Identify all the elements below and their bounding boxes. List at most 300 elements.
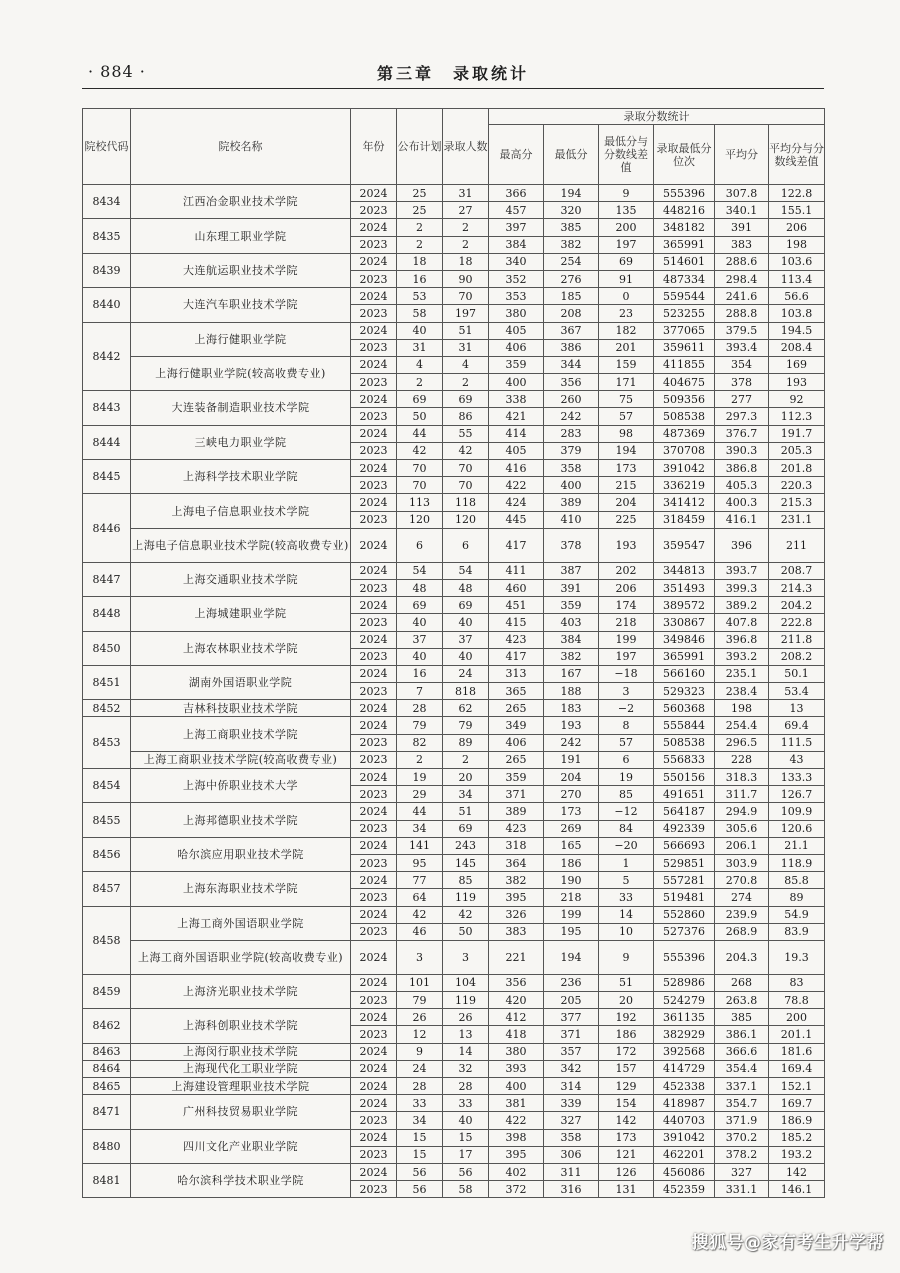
cell-avg-score: 337.1 — [715, 1078, 769, 1095]
cell-year: 2023 — [351, 408, 397, 425]
header-avg-score: 平均分 — [715, 125, 769, 185]
cell-avg-score: 307.8 — [715, 185, 769, 202]
college-name: 三峡电力职业学院 — [131, 425, 351, 459]
cell-avg-score-diff: 200 — [769, 1009, 825, 1026]
cell-plan: 120 — [397, 511, 443, 528]
table-row — [83, 906, 825, 923]
cell-min-score: 269 — [544, 820, 599, 837]
cell-avg-score-diff: 92 — [769, 391, 825, 408]
cell-avg-score: 383 — [715, 236, 769, 253]
cell-max-score: 400 — [489, 374, 544, 391]
admission-statistics-table — [82, 108, 825, 1198]
cell-min-score: 270 — [544, 786, 599, 803]
college-code: 8471 — [83, 1095, 131, 1129]
cell-plan: 40 — [397, 614, 443, 631]
cell-min-score: 371 — [544, 1026, 599, 1043]
cell-avg-score-diff: 142 — [769, 1163, 825, 1180]
cell-min-score-diff: 174 — [599, 597, 654, 614]
cell-max-score: 420 — [489, 992, 544, 1009]
cell-min-score-rank: 508538 — [654, 734, 715, 751]
cell-max-score: 352 — [489, 270, 544, 287]
cell-avg-score: 268.9 — [715, 923, 769, 940]
cell-admitted: 6 — [443, 528, 489, 562]
cell-max-score: 406 — [489, 339, 544, 356]
cell-min-score: 386 — [544, 339, 599, 356]
college-name: 吉林科技职业技术学院 — [131, 700, 351, 717]
cell-plan: 2 — [397, 219, 443, 236]
cell-min-score-rank: 411855 — [654, 356, 715, 373]
cell-year: 2023 — [351, 1112, 397, 1129]
cell-avg-score: 378.2 — [715, 1146, 769, 1163]
cell-avg-score: 254.4 — [715, 717, 769, 734]
cell-min-score-diff: 121 — [599, 1146, 654, 1163]
cell-max-score: 411 — [489, 562, 544, 579]
cell-year: 2024 — [351, 665, 397, 682]
cell-avg-score-diff: 198 — [769, 236, 825, 253]
cell-max-score: 460 — [489, 579, 544, 596]
cell-min-score: 193 — [544, 717, 599, 734]
cell-min-score-diff: 171 — [599, 374, 654, 391]
cell-year: 2024 — [351, 872, 397, 889]
table-row — [83, 1009, 825, 1026]
cell-admitted: 69 — [443, 391, 489, 408]
cell-min-score: 385 — [544, 219, 599, 236]
cell-max-score: 356 — [489, 974, 544, 991]
cell-year: 2024 — [351, 974, 397, 991]
cell-plan: 26 — [397, 1009, 443, 1026]
cell-min-score: 167 — [544, 665, 599, 682]
cell-year: 2024 — [351, 1163, 397, 1180]
cell-min-score-rank: 414729 — [654, 1060, 715, 1077]
cell-min-score-rank: 555396 — [654, 940, 715, 974]
cell-min-score-rank: 391042 — [654, 460, 715, 477]
cell-plan: 42 — [397, 442, 443, 459]
cell-min-score-diff: 75 — [599, 391, 654, 408]
cell-plan: 70 — [397, 477, 443, 494]
cell-min-score-diff: 69 — [599, 253, 654, 270]
college-code: 8451 — [83, 665, 131, 699]
cell-avg-score-diff: 146.1 — [769, 1181, 825, 1198]
table-row — [83, 288, 825, 305]
cell-avg-score: 416.1 — [715, 511, 769, 528]
cell-min-score-rank: 550156 — [654, 769, 715, 786]
cell-admitted: 2 — [443, 236, 489, 253]
college-code: 8458 — [83, 906, 131, 974]
cell-avg-score: 235.1 — [715, 665, 769, 682]
cell-max-score: 405 — [489, 442, 544, 459]
college-name: 上海邦德职业技术学院 — [131, 803, 351, 837]
college-name: 上海济光职业技术学院 — [131, 974, 351, 1008]
cell-min-score: 327 — [544, 1112, 599, 1129]
cell-min-score-rank: 365991 — [654, 648, 715, 665]
cell-plan: 3 — [397, 940, 443, 974]
college-code: 8454 — [83, 769, 131, 803]
cell-min-score: 339 — [544, 1095, 599, 1112]
cell-min-score-rank: 560368 — [654, 700, 715, 717]
cell-min-score: 204 — [544, 769, 599, 786]
cell-min-score-rank: 351493 — [654, 579, 715, 596]
cell-admitted: 2 — [443, 219, 489, 236]
cell-avg-score-diff: 169.4 — [769, 1060, 825, 1077]
cell-min-score: 242 — [544, 734, 599, 751]
cell-min-score: 314 — [544, 1078, 599, 1095]
cell-min-score-diff: −2 — [599, 700, 654, 717]
cell-plan: 44 — [397, 425, 443, 442]
cell-min-score-diff: 84 — [599, 820, 654, 837]
cell-avg-score-diff: 56.6 — [769, 288, 825, 305]
cell-avg-score: 303.9 — [715, 854, 769, 871]
cell-min-score-diff: 197 — [599, 236, 654, 253]
cell-max-score: 382 — [489, 872, 544, 889]
cell-avg-score-diff: 83.9 — [769, 923, 825, 940]
cell-min-score: 183 — [544, 700, 599, 717]
college-name: 上海工商外国语职业学院 — [131, 906, 351, 940]
cell-plan: 24 — [397, 1060, 443, 1077]
cell-admitted: 85 — [443, 872, 489, 889]
table-row — [83, 1078, 825, 1095]
cell-min-score-diff: 173 — [599, 1129, 654, 1146]
cell-avg-score: 370.2 — [715, 1129, 769, 1146]
cell-admitted: 86 — [443, 408, 489, 425]
cell-min-score: 367 — [544, 322, 599, 339]
cell-min-score: 165 — [544, 837, 599, 854]
cell-avg-score-diff: 193 — [769, 374, 825, 391]
cell-year: 2024 — [351, 219, 397, 236]
cell-plan: 2 — [397, 751, 443, 768]
cell-min-score-rank: 462201 — [654, 1146, 715, 1163]
cell-year: 2023 — [351, 202, 397, 219]
cell-avg-score-diff: 231.1 — [769, 511, 825, 528]
cell-max-score: 313 — [489, 665, 544, 682]
cell-min-score: 357 — [544, 1043, 599, 1060]
cell-admitted: 2 — [443, 751, 489, 768]
cell-min-score: 379 — [544, 442, 599, 459]
cell-max-score: 338 — [489, 391, 544, 408]
cell-min-score-diff: 186 — [599, 1026, 654, 1043]
cell-max-score: 451 — [489, 597, 544, 614]
cell-avg-score-diff: 78.8 — [769, 992, 825, 1009]
cell-plan: 4 — [397, 356, 443, 373]
cell-min-score-rank: 456086 — [654, 1163, 715, 1180]
cell-year: 2023 — [351, 305, 397, 322]
header-min-score-rank: 录取最低分位次 — [654, 125, 715, 185]
header-name: 院校名称 — [131, 109, 351, 185]
cell-plan: 64 — [397, 889, 443, 906]
table-row — [83, 391, 825, 408]
cell-avg-score-diff: 83 — [769, 974, 825, 991]
cell-min-score: 359 — [544, 597, 599, 614]
cell-avg-score: 331.1 — [715, 1181, 769, 1198]
cell-year: 2024 — [351, 460, 397, 477]
cell-plan: 6 — [397, 528, 443, 562]
college-name: 上海建设管理职业技术学院 — [131, 1078, 351, 1095]
cell-max-score: 406 — [489, 734, 544, 751]
cell-avg-score: 206.1 — [715, 837, 769, 854]
cell-min-score-diff: 91 — [599, 270, 654, 287]
cell-admitted: 4 — [443, 356, 489, 373]
header-code: 院校代码 — [83, 109, 131, 185]
cell-year: 2023 — [351, 236, 397, 253]
cell-min-score-rank: 527376 — [654, 923, 715, 940]
table-row — [83, 185, 825, 202]
cell-min-score-rank: 529851 — [654, 854, 715, 871]
cell-min-score-rank: 487369 — [654, 425, 715, 442]
cell-admitted: 119 — [443, 992, 489, 1009]
cell-admitted: 70 — [443, 460, 489, 477]
cell-min-score-diff: 8 — [599, 717, 654, 734]
table-row — [83, 751, 825, 768]
cell-min-score: 208 — [544, 305, 599, 322]
cell-avg-score: 376.7 — [715, 425, 769, 442]
college-code: 8453 — [83, 717, 131, 769]
cell-year: 2023 — [351, 511, 397, 528]
cell-max-score: 417 — [489, 648, 544, 665]
cell-plan: 95 — [397, 854, 443, 871]
cell-min-score: 254 — [544, 253, 599, 270]
cell-min-score: 188 — [544, 683, 599, 700]
cell-min-score-rank: 566160 — [654, 665, 715, 682]
college-name: 上海工商职业技术学院(较高收费专业) — [131, 751, 351, 768]
cell-avg-score: 396.8 — [715, 631, 769, 648]
cell-year: 2023 — [351, 1026, 397, 1043]
table-row — [83, 872, 825, 889]
cell-avg-score-diff: 193.2 — [769, 1146, 825, 1163]
cell-avg-score-diff: 208.7 — [769, 562, 825, 579]
cell-min-score: 358 — [544, 1129, 599, 1146]
cell-plan: 53 — [397, 288, 443, 305]
cell-year: 2024 — [351, 322, 397, 339]
cell-min-score: 218 — [544, 889, 599, 906]
cell-plan: 70 — [397, 460, 443, 477]
cell-min-score-diff: 199 — [599, 631, 654, 648]
cell-avg-score-diff: 194.5 — [769, 322, 825, 339]
cell-admitted: 28 — [443, 1078, 489, 1095]
cell-admitted: 3 — [443, 940, 489, 974]
cell-plan: 44 — [397, 803, 443, 820]
cell-year: 2024 — [351, 391, 397, 408]
cell-avg-score-diff: 50.1 — [769, 665, 825, 682]
cell-plan: 40 — [397, 648, 443, 665]
cell-min-score-diff: 1 — [599, 854, 654, 871]
cell-min-score-diff: 51 — [599, 974, 654, 991]
cell-min-score-rank: 440703 — [654, 1112, 715, 1129]
cell-min-score-diff: 225 — [599, 511, 654, 528]
cell-avg-score-diff: 186.9 — [769, 1112, 825, 1129]
cell-max-score: 359 — [489, 769, 544, 786]
cell-year: 2024 — [351, 1129, 397, 1146]
cell-avg-score: 378 — [715, 374, 769, 391]
cell-admitted: 33 — [443, 1095, 489, 1112]
cell-avg-score: 228 — [715, 751, 769, 768]
cell-plan: 37 — [397, 631, 443, 648]
header-plan: 公布计划 — [397, 109, 443, 185]
cell-year: 2023 — [351, 734, 397, 751]
cell-max-score: 384 — [489, 236, 544, 253]
chapter-title: 第三章 录取统计 — [376, 64, 529, 83]
cell-admitted: 15 — [443, 1129, 489, 1146]
cell-max-score: 365 — [489, 683, 544, 700]
cell-plan: 56 — [397, 1181, 443, 1198]
college-code: 8434 — [83, 185, 131, 219]
cell-min-score-rank: 404675 — [654, 374, 715, 391]
cell-min-score: 382 — [544, 236, 599, 253]
cell-max-score: 221 — [489, 940, 544, 974]
cell-plan: 29 — [397, 786, 443, 803]
cell-min-score: 391 — [544, 579, 599, 596]
table-row — [83, 665, 825, 682]
cell-year: 2023 — [351, 339, 397, 356]
cell-admitted: 79 — [443, 717, 489, 734]
cell-avg-score: 270.8 — [715, 872, 769, 889]
cell-avg-score-diff: 214.3 — [769, 579, 825, 596]
cell-avg-score-diff: 19.3 — [769, 940, 825, 974]
cell-year: 2024 — [351, 700, 397, 717]
cell-avg-score-diff: 222.8 — [769, 614, 825, 631]
cell-min-score-diff: −20 — [599, 837, 654, 854]
college-code: 8462 — [83, 1009, 131, 1043]
table-row — [83, 253, 825, 270]
cell-plan: 54 — [397, 562, 443, 579]
cell-min-score: 344 — [544, 356, 599, 373]
table-row — [83, 1095, 825, 1112]
cell-min-score-diff: 204 — [599, 494, 654, 511]
cell-plan: 58 — [397, 305, 443, 322]
cell-avg-score-diff: 211.8 — [769, 631, 825, 648]
cell-min-score: 194 — [544, 940, 599, 974]
college-name: 哈尔滨应用职业技术学院 — [131, 837, 351, 871]
cell-min-score-diff: 172 — [599, 1043, 654, 1060]
college-code: 8455 — [83, 803, 131, 837]
cell-min-score-diff: 154 — [599, 1095, 654, 1112]
table-row — [83, 700, 825, 717]
cell-plan: 31 — [397, 339, 443, 356]
college-name: 上海交通职业技术学院 — [131, 562, 351, 596]
table-row — [83, 1129, 825, 1146]
cell-plan: 42 — [397, 906, 443, 923]
cell-min-score-rank: 389572 — [654, 597, 715, 614]
college-name: 上海电子信息职业技术学院 — [131, 494, 351, 528]
cell-admitted: 48 — [443, 579, 489, 596]
cell-avg-score: 389.2 — [715, 597, 769, 614]
cell-max-score: 397 — [489, 219, 544, 236]
cell-avg-score: 405.3 — [715, 477, 769, 494]
cell-admitted: 2 — [443, 374, 489, 391]
cell-min-score-rank: 318459 — [654, 511, 715, 528]
cell-year: 2023 — [351, 889, 397, 906]
cell-admitted: 14 — [443, 1043, 489, 1060]
cell-avg-score-diff: 21.1 — [769, 837, 825, 854]
cell-avg-score: 400.3 — [715, 494, 769, 511]
cell-max-score: 402 — [489, 1163, 544, 1180]
cell-avg-score: 318.3 — [715, 769, 769, 786]
cell-min-score: 260 — [544, 391, 599, 408]
cell-min-score-rank: 452338 — [654, 1078, 715, 1095]
cell-max-score: 416 — [489, 460, 544, 477]
cell-admitted: 31 — [443, 339, 489, 356]
cell-min-score-diff: 129 — [599, 1078, 654, 1095]
cell-min-score: 236 — [544, 974, 599, 991]
cell-plan: 15 — [397, 1129, 443, 1146]
cell-min-score-diff: 19 — [599, 769, 654, 786]
cell-max-score: 364 — [489, 854, 544, 871]
cell-admitted: 42 — [443, 442, 489, 459]
cell-avg-score-diff: 201.8 — [769, 460, 825, 477]
cell-min-score-diff: 194 — [599, 442, 654, 459]
cell-year: 2023 — [351, 923, 397, 940]
college-code: 8450 — [83, 631, 131, 665]
cell-plan: 15 — [397, 1146, 443, 1163]
college-name: 山东理工职业学院 — [131, 219, 351, 253]
cell-admitted: 119 — [443, 889, 489, 906]
cell-min-score-rank: 555844 — [654, 717, 715, 734]
cell-admitted: 51 — [443, 322, 489, 339]
college-name: 上海东海职业技术学院 — [131, 872, 351, 906]
cell-admitted: 40 — [443, 1112, 489, 1129]
cell-year: 2024 — [351, 288, 397, 305]
cell-plan: 16 — [397, 665, 443, 682]
table-row — [83, 1060, 825, 1077]
cell-year: 2024 — [351, 940, 397, 974]
cell-admitted: 197 — [443, 305, 489, 322]
cell-year: 2024 — [351, 631, 397, 648]
cell-min-score-rank: 552860 — [654, 906, 715, 923]
cell-avg-score-diff: 208.4 — [769, 339, 825, 356]
cell-max-score: 340 — [489, 253, 544, 270]
cell-avg-score: 386.8 — [715, 460, 769, 477]
cell-min-score-rank: 508538 — [654, 408, 715, 425]
cell-min-score-diff: 9 — [599, 185, 654, 202]
cell-min-score-rank: 349846 — [654, 631, 715, 648]
cell-avg-score: 241.6 — [715, 288, 769, 305]
header-admitted: 录取人数 — [443, 109, 489, 185]
header-min-score-diff: 最低分与分数线差值 — [599, 125, 654, 185]
cell-max-score: 318 — [489, 837, 544, 854]
cell-avg-score-diff: 204.2 — [769, 597, 825, 614]
cell-min-score-rank: 392568 — [654, 1043, 715, 1060]
cell-plan: 28 — [397, 700, 443, 717]
cell-min-score-rank: 566693 — [654, 837, 715, 854]
cell-year: 2023 — [351, 854, 397, 871]
college-name: 湖南外国语职业学院 — [131, 665, 351, 699]
cell-min-score: 186 — [544, 854, 599, 871]
cell-plan: 34 — [397, 1112, 443, 1129]
cell-avg-score: 340.1 — [715, 202, 769, 219]
cell-min-score: 242 — [544, 408, 599, 425]
cell-min-score-diff: 98 — [599, 425, 654, 442]
cell-avg-score: 204.3 — [715, 940, 769, 974]
cell-avg-score-diff: 206 — [769, 219, 825, 236]
cell-avg-score-diff: 201.1 — [769, 1026, 825, 1043]
cell-min-score-rank: 556833 — [654, 751, 715, 768]
cell-min-score: 205 — [544, 992, 599, 1009]
cell-year: 2023 — [351, 751, 397, 768]
college-name: 上海行健职业学院 — [131, 322, 351, 356]
cell-min-score-diff: −12 — [599, 803, 654, 820]
cell-min-score: 185 — [544, 288, 599, 305]
cell-min-score: 199 — [544, 906, 599, 923]
cell-min-score-diff: 135 — [599, 202, 654, 219]
cell-max-score: 395 — [489, 889, 544, 906]
table-row — [83, 425, 825, 442]
cell-year: 2024 — [351, 425, 397, 442]
cell-max-score: 398 — [489, 1129, 544, 1146]
cell-min-score-diff: 159 — [599, 356, 654, 373]
college-code: 8457 — [83, 872, 131, 906]
cell-avg-score: 390.3 — [715, 442, 769, 459]
cell-min-score-rank: 528986 — [654, 974, 715, 991]
cell-min-score: 320 — [544, 202, 599, 219]
cell-plan: 2 — [397, 236, 443, 253]
